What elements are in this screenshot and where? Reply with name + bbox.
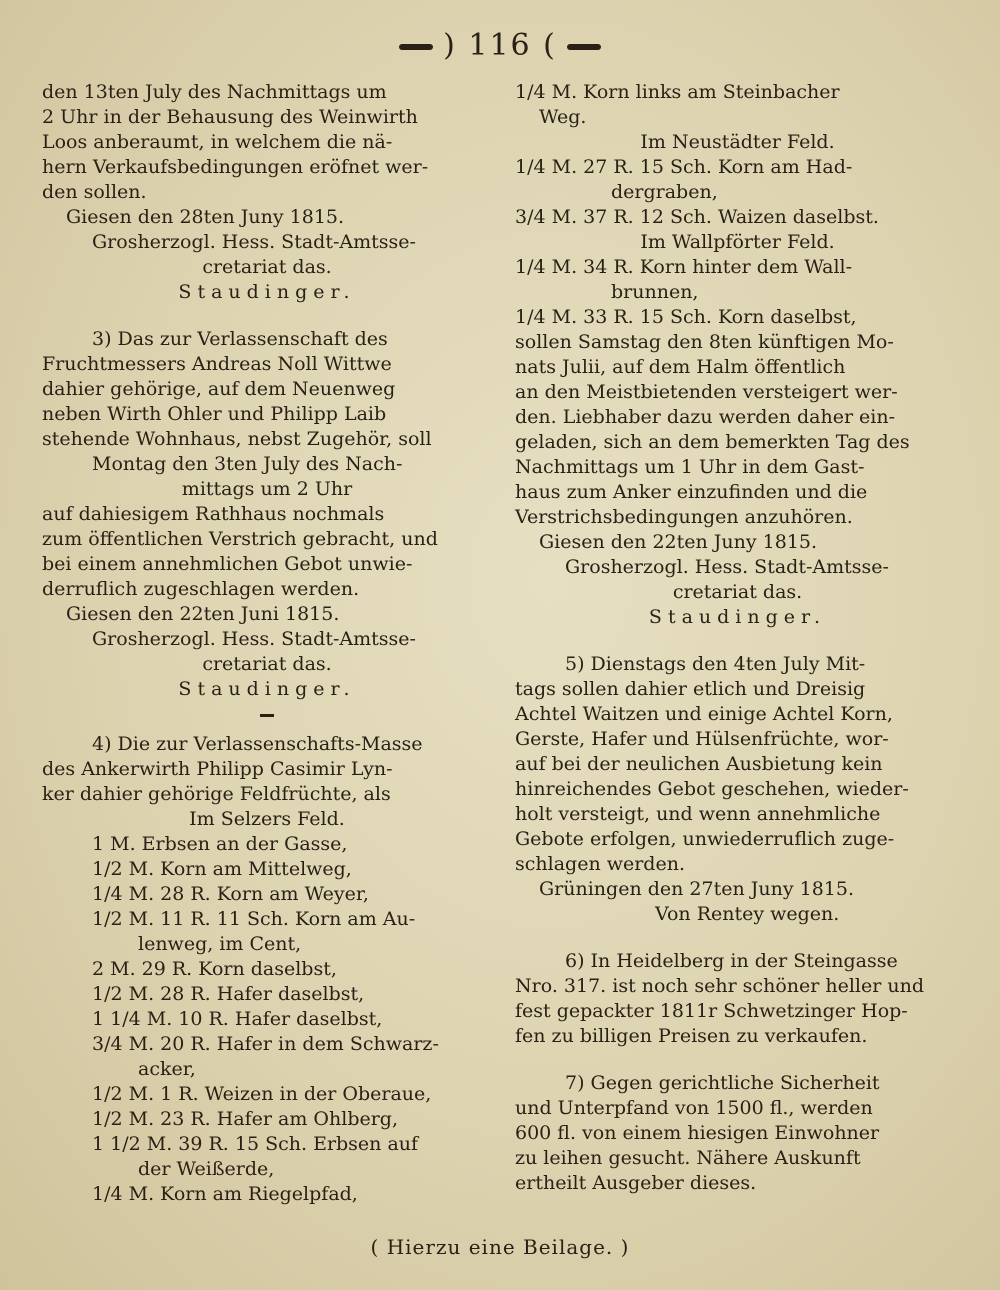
text-line: 600 fl. von einem hiesigen Einwohner (515, 1122, 880, 1144)
notice-start-line: 3) Das zur Verlassenschaft des (92, 328, 388, 350)
text-line: auf dahiesigem Rathhaus nochmals (42, 503, 385, 525)
date-line: Grüningen den 27ten Juny 1815. (539, 878, 855, 900)
list-item: 2 M. 29 R. Korn daselbst, (92, 958, 337, 980)
text-line: den 13ten July des Nachmittags um (42, 81, 387, 103)
date-line: Giesen den 22ten Juni 1815. (66, 603, 340, 625)
page-number: ) 116 ( (443, 28, 557, 63)
list-item-continued: dergraben, (611, 181, 718, 203)
authority-line: Grosherzogl. Hess. Stadt-Amtsse- (565, 556, 889, 578)
list-item: 1/2 M. 1 R. Weizen in der Oberaue, (92, 1083, 432, 1105)
field-heading: Im Neustädter Feld. (640, 131, 835, 153)
list-item: 3/4 M. 20 R. Hafer in dem Schwarz- (92, 1033, 439, 1055)
text-line: Loos anberaumt, in welchem die nä- (42, 131, 393, 153)
text-line: und Unterpfand von 1500 fl., werden (515, 1097, 873, 1119)
text-line: auf bei der neulichen Ausbietung kein (515, 753, 883, 775)
list-item: 1 1/2 M. 39 R. 15 Sch. Erbsen auf (92, 1133, 419, 1155)
signature-line: Staudinger. (178, 281, 356, 303)
text-line: ker dahier gehörige Feldfrüchte, als (42, 783, 391, 805)
authority-line: Grosherzogl. Hess. Stadt-Amtsse- (92, 231, 416, 253)
text-line: den sollen. (42, 181, 147, 203)
text-line: geladen, sich an dem bemerkten Tag des (515, 431, 910, 453)
text-line: derruflich zugeschlagen werden. (42, 578, 360, 600)
notice-start-line: 7) Gegen gerichtliche Sicherheit (565, 1072, 880, 1094)
text-line: 2 Uhr in der Behausung des Weinwirth (42, 106, 418, 128)
notice-start-line: 6) In Heidelberg in der Steingasse (565, 950, 898, 972)
header-ornament-left (399, 44, 433, 50)
text-line: Fruchtmessers Andreas Noll Wittwe (42, 353, 392, 375)
text-line: holt versteigt, und wenn annehmliche (515, 803, 881, 825)
field-heading: Im Wallpförter Feld. (640, 231, 835, 253)
list-item-continued: der Weißerde, (138, 1158, 275, 1180)
list-item-continued: lenweg, im Cent, (138, 933, 302, 955)
list-item: 1/2 M. 11 R. 11 Sch. Korn am Au- (92, 908, 416, 930)
list-item-continued: acker, (138, 1058, 196, 1080)
text-line: an den Meistbietenden versteigert wer- (515, 381, 898, 403)
text-line: hinreichendes Gebot geschehen, wieder- (515, 778, 909, 800)
left-column (42, 80, 492, 1207)
date-line: Giesen den 22ten Juny 1815. (539, 531, 818, 553)
text-line: fen zu billigen Preisen zu verkaufen. (515, 1025, 868, 1047)
list-item: 1/4 M. Korn am Riegelpfad, (92, 1183, 358, 1205)
authority-line: cretariat das. (202, 256, 332, 278)
text-line: haus zum Anker einzufinden und die (515, 481, 868, 503)
right-column (515, 80, 960, 1196)
text-line: tags sollen dahier etlich und Dreisig (515, 678, 866, 700)
text-line: nats Julii, auf dem Halm öffentlich (515, 356, 846, 378)
list-item: 1/4 M. 34 R. Korn hinter dem Wall- (515, 256, 853, 278)
authority-line: cretariat das. (202, 653, 332, 675)
signature-line: Staudinger. (648, 606, 827, 628)
list-item: 1/4 M. 28 R. Korn am Weyer, (92, 883, 369, 905)
text-line: dahier gehörige, auf dem Neuenweg (42, 378, 396, 400)
text-line: zu leihen gesucht. Nähere Auskunft (515, 1147, 861, 1169)
authority-line: cretariat das. (672, 581, 803, 603)
list-item: 1/2 M. 28 R. Hafer daselbst, (92, 983, 365, 1005)
text-line: Gebote erfolgen, unwiederruflich zuge- (515, 828, 895, 850)
text-line: ertheilt Ausgeber dieses. (515, 1172, 757, 1194)
text-line: den. Liebhaber dazu werden daher ein- (515, 406, 896, 428)
text-line: des Ankerwirth Philipp Casimir Lyn- (42, 758, 393, 780)
text-line: mittags um 2 Uhr (181, 478, 353, 500)
text-line: Achtel Waitzen und einige Achtel Korn, (515, 703, 893, 725)
notice-start-line: 5) Dienstags den 4ten July Mit- (565, 653, 866, 675)
list-item: 1/2 M. 23 R. Hafer am Ohlberg, (92, 1108, 399, 1130)
authority-line: Grosherzogl. Hess. Stadt-Amtsse- (92, 628, 416, 650)
list-item-continued: Weg. (539, 106, 587, 128)
text-line: Nro. 317. ist noch sehr schöner heller und (515, 975, 924, 997)
field-heading: Im Selzers Feld. (189, 808, 345, 830)
list-item: 1/2 M. Korn am Mittelweg, (92, 858, 352, 880)
supplement-note: ( Hierzu eine Beilage. ) (370, 1235, 630, 1259)
text-line: neben Wirth Ohler und Philipp Laib (42, 403, 387, 425)
text-line: bei einem annehmlichen Gebot unwie- (42, 553, 413, 575)
text-line: Verstrichsbedingungen anzuhören. (515, 506, 853, 528)
list-item: 3/4 M. 37 R. 12 Sch. Waizen daselbst. (515, 206, 879, 228)
text-line: Nachmittags um 1 Uhr in dem Gast- (515, 456, 865, 478)
text-line: Montag den 3ten July des Nach- (92, 453, 403, 475)
text-line: zum öffentlichen Verstrich gebracht, und (42, 528, 438, 550)
list-item: 1/4 M. 27 R. 15 Sch. Korn am Had- (515, 156, 853, 178)
text-line: schlagen werden. (515, 853, 685, 875)
text-line: Gerste, Hafer und Hülsenfrüchte, wor- (515, 728, 889, 750)
list-item: 1/4 M. Korn links am Steinbacher (515, 81, 840, 103)
signature-line: Staudinger. (178, 678, 356, 700)
header-ornament-right (567, 44, 601, 50)
list-item: 1 M. Erbsen an der Gasse, (92, 833, 348, 855)
text-line: fest gepackter 1811r Schwetzinger Hop- (515, 1000, 908, 1022)
text-line: hern Verkaufsbedingungen eröfnet wer- (42, 156, 429, 178)
date-line: Giesen den 28ten Juny 1815. (66, 206, 345, 228)
list-item: 1 1/4 M. 10 R. Hafer daselbst, (92, 1008, 383, 1030)
authority-line: Von Rentey wegen. (655, 903, 840, 925)
text-line: sollen Samstag den 8ten künftigen Mo- (515, 331, 894, 353)
text-line: stehende Wohnhaus, nebst Zugehör, soll (42, 428, 432, 450)
notice-start-line: 4) Die zur Verlassenschafts-Masse (92, 733, 423, 755)
list-item: 1/4 M. 33 R. 15 Sch. Korn daselbst, (515, 306, 857, 328)
separator-dash (42, 702, 492, 722)
list-item-continued: brunnen, (611, 281, 699, 303)
page-header (0, 28, 1000, 63)
